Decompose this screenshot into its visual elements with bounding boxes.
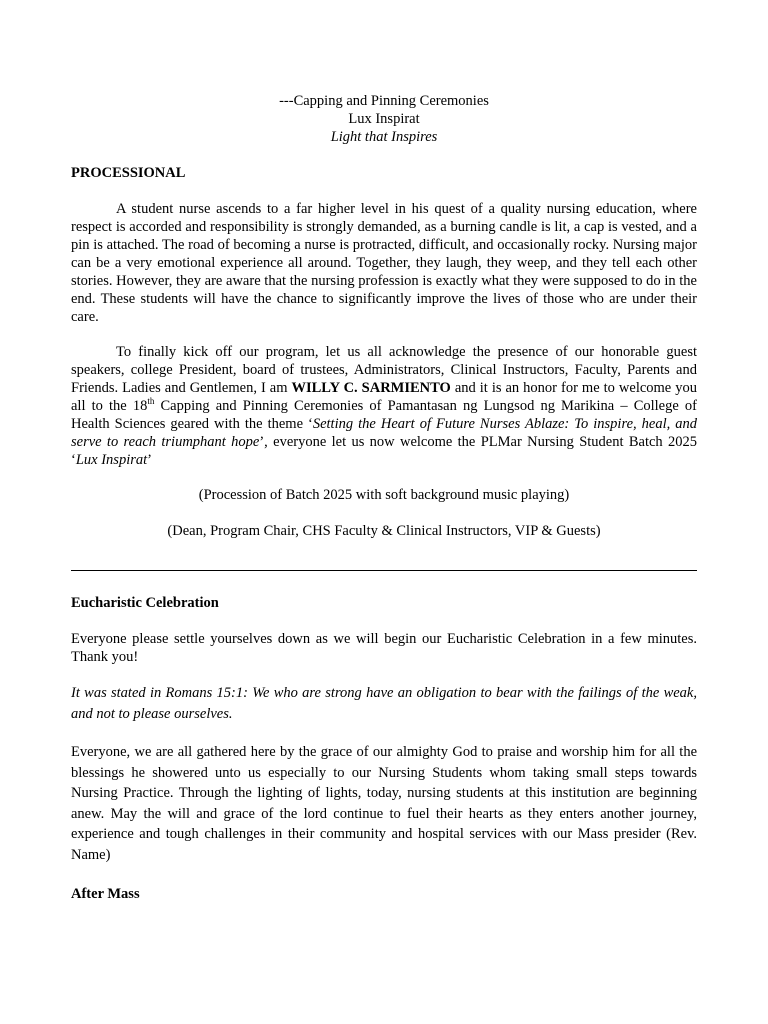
para2-text-3: Capping and Pinning Ceremonies of Pamantasan ng Lungsod ng Marikina – College of Health Sciences geared with the theme ‘ <box>71 398 697 432</box>
para2-text-2: and it is an honor for me to welcome you all to the 18 <box>71 380 697 414</box>
title-line-2: Lux Inspirat <box>348 111 420 127</box>
ordinal-suffix: th <box>147 396 155 407</box>
batch-name: Lux Inspirat <box>75 452 148 468</box>
title-line-3: Light that Inspires <box>330 129 438 145</box>
title-line-1: ---Capping and Pinning Ceremonies <box>279 93 489 109</box>
procession-note: (Procession of Batch 2025 with soft background music playing) <box>198 487 570 503</box>
eucharistic-paragraph-1: Everyone please settle yourselves down as we will begin our Eucharistic Celebration in a few minutes. Thank you! <box>71 631 697 665</box>
scripture-quote: It was stated in Romans 15:1: We who are strong have an obligation to bear with the failings of the weak, and not to please ourselves. <box>71 685 697 722</box>
after-mass-heading: After Mass <box>71 886 140 902</box>
para2-text-4: ’, everyone let us now welcome the PLMar Nursing Student Batch 2025 ‘ <box>71 434 697 468</box>
para2-text-5: ’ <box>147 452 152 468</box>
processional-heading: PROCESSIONAL <box>71 165 186 181</box>
processional-paragraph-2 <box>71 343 697 469</box>
processional-paragraph-1: A student nurse ascends to a far higher level in his quest of a quality nursing education, where respect is accorded and responsibility is strongly demanded, as a burning candle is lit, a cap is vested, and a pin is attached. The road of becoming a nurse is protracted, difficult, and occasionally rocky. Nursing major can be a very emotional experience all around. Together, they laugh, they weep, and they tell each other stories. However, they are aware that the nursing profession is exactly what they were supposed to do in the end. These students will have the chance to significantly improve the lives of those who are under their care. <box>71 201 697 325</box>
para2-text-1: To finally kick off our program, let us all acknowledge the presence of our honorable guest speakers, college President, board of trustees, Administrators, Clinical Instructors, Faculty, Parents and Friends. Ladies and Gentlemen, I am <box>71 344 697 396</box>
event-theme: Setting the Heart of Future Nurses Ablaze: To inspire, heal, and serve to reach triumphant hope <box>71 416 697 450</box>
eucharistic-paragraph-2: Everyone, we are all gathered here by the grace of our almighty God to praise and worship him for all the blessings he showered unto us especially to our Nursing Students whom taking small steps towards Nursing Practice. Through the lighting of lights, today, nursing students at this institution are beginning anew. May the will and grace of the lord continue to fuel their hearts as they enters another journey, experience and tough challenges in their community and hospital services with our Mass presider (Rev. Name) <box>71 744 697 863</box>
attendees-note: (Dean, Program Chair, CHS Faculty & Clinical Instructors, VIP & Guests) <box>167 523 601 539</box>
eucharistic-heading: Eucharistic Celebration <box>71 595 219 611</box>
mc-name: WILLY C. SARMIENTO <box>291 380 451 396</box>
section-divider <box>71 570 697 571</box>
